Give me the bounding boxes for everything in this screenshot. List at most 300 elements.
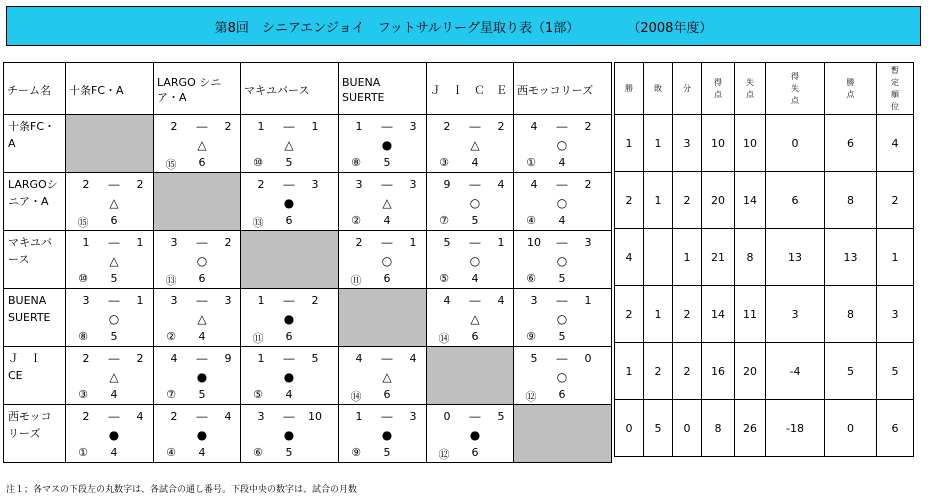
match-cell-content [339,405,426,462]
match-cell [154,405,241,463]
match-month: 5 [383,446,391,459]
match-number: ⑧ [351,156,361,169]
stats-value: 3 [673,115,702,172]
match-number: ⑫ [438,448,450,461]
score-dash: ― [283,352,295,365]
self-match-blank [427,347,514,405]
score-right: 10 [308,410,322,423]
score-left: 9 [443,178,451,191]
match-number: ① [526,156,536,169]
result-mark: ○ [196,254,208,268]
match-cell [66,289,154,347]
match-cell [241,347,339,405]
stats-header-cell [735,63,766,115]
score-right: 4 [497,178,505,191]
match-cell [154,289,241,347]
match-cell-content [339,231,426,288]
match-cell [514,173,612,231]
score-right: 3 [409,120,417,133]
score-dash: ― [381,236,393,249]
score-right: 2 [224,236,232,249]
score-left: 3 [170,236,178,249]
match-cell-content [427,115,513,172]
match-cell-content [66,231,153,288]
match-number: ⑭ [438,332,450,345]
score-right: 4 [409,352,417,365]
self-match-blank [339,289,427,347]
self-match-blank [514,405,612,463]
score-dash: ― [108,236,120,249]
score-left: 2 [170,120,178,133]
match-month: 5 [198,388,206,401]
stats-header-cell [877,63,914,115]
opponent-header: マキユバース [241,63,339,115]
score-right: 1 [311,120,319,133]
stats-value: 1 [673,229,702,286]
stats-header-cell [644,63,673,115]
match-cell [339,405,427,463]
match-cell [514,115,612,173]
score-right: 3 [409,178,417,191]
stats-value: 8 [735,229,766,286]
match-cell [241,289,339,347]
stats-table-body [615,63,914,457]
match-cell-content [514,173,611,230]
stats-value: 5 [877,343,914,400]
team-row [4,173,612,231]
score-dash: ― [469,236,481,249]
match-cell-content [514,115,611,172]
stats-value: 21 [702,229,735,286]
match-cell [339,115,427,173]
match-cell [154,231,241,289]
match-number: ② [166,330,176,343]
match-number: ⑪ [350,274,362,287]
match-month: 5 [558,330,566,343]
stats-value: 5 [825,343,877,400]
score-left: 1 [355,410,363,423]
result-mark: ○ [556,196,568,210]
score-left: 10 [527,236,541,249]
stats-value: 6 [877,400,914,457]
stats-value: 16 [702,343,735,400]
stats-value: 1 [615,115,644,172]
match-month: 4 [558,214,566,227]
stats-value: -18 [766,400,825,457]
stats-value: 1 [644,172,673,229]
result-mark: △ [109,370,119,384]
score-dash: ― [381,410,393,423]
match-cell-content [66,405,153,462]
match-number: ⑩ [253,156,263,169]
stats-value: -4 [766,343,825,400]
score-dash: ― [556,352,568,365]
score-right: 0 [584,352,592,365]
match-cell-content [66,173,153,230]
match-number: ⑥ [526,272,536,285]
stats-header-label: 勝点 [846,77,855,99]
score-dash: ― [556,294,568,307]
score-left: 2 [82,410,90,423]
match-number: ⑥ [253,446,263,459]
result-mark: △ [109,254,119,268]
match-cell [154,347,241,405]
stats-value: 10 [702,115,735,172]
score-dash: ― [196,352,208,365]
score-right: 3 [311,178,319,191]
stats-value: 13 [766,229,825,286]
score-right: 4 [136,410,144,423]
result-mark: ● [381,428,393,442]
match-cell-content [154,347,240,404]
header-row [4,63,612,115]
score-left: 2 [82,352,90,365]
match-cell [154,115,241,173]
score-right: 2 [136,352,144,365]
team-name-header: チーム名 [4,63,66,115]
score-dash: ― [108,178,120,191]
stats-row [615,115,914,172]
match-month: 5 [471,214,479,227]
result-mark: △ [470,312,480,326]
score-dash: ― [556,178,568,191]
match-number: ③ [78,388,88,401]
match-cell [241,173,339,231]
match-cell [514,231,612,289]
match-month: 6 [471,330,479,343]
match-cell [339,347,427,405]
match-cell-content [66,347,153,404]
match-month: 6 [285,330,293,343]
match-cell [66,231,154,289]
self-match-blank [66,115,154,173]
stats-header-label: 失点 [746,77,754,99]
score-left: 5 [530,352,538,365]
match-number: ⑭ [350,390,362,403]
score-right: 2 [136,178,144,191]
score-right: 4 [497,294,505,307]
match-number: ⑩ [78,272,88,285]
match-cell [514,347,612,405]
stats-value [644,229,673,286]
score-left: 4 [355,352,363,365]
stats-value: 6 [766,172,825,229]
match-cell-content [154,115,240,172]
match-number: ① [78,446,88,459]
stats-value: 11 [735,286,766,343]
stats-value: 0 [673,400,702,457]
stats-header-cell [673,63,702,115]
match-cell-content [154,405,240,462]
result-mark: △ [470,138,480,152]
score-right: 9 [224,352,232,365]
stats-table [614,62,914,457]
result-mark: △ [197,312,207,326]
score-dash: ― [283,294,295,307]
score-dash: ― [381,178,393,191]
match-cell-content [514,347,611,404]
match-cell-content [241,347,338,404]
score-left: 3 [82,294,90,307]
team-row [4,405,612,463]
score-right: 2 [311,294,319,307]
score-left: 2 [443,120,451,133]
stats-value: 3 [877,286,914,343]
match-month: 6 [471,446,479,459]
stats-value: 8 [825,172,877,229]
stats-value: 0 [615,400,644,457]
score-right: 3 [224,294,232,307]
match-cell-content [427,289,513,346]
stats-header-cell [615,63,644,115]
row-team-name: マキユバース [4,231,66,289]
stats-value: 4 [615,229,644,286]
match-cell-content [241,405,338,462]
match-cell-content [339,173,426,230]
match-month: 6 [285,214,293,227]
result-mark: ○ [556,254,568,268]
score-left: 1 [257,294,265,307]
match-month: 4 [558,156,566,169]
match-cell-content [339,115,426,172]
score-dash: ― [469,294,481,307]
match-cell [66,405,154,463]
match-cell-content [427,405,513,462]
score-left: 2 [82,178,90,191]
result-mark: ● [283,312,295,326]
score-dash: ― [196,410,208,423]
match-number: ⑫ [525,390,537,403]
stats-header-cell [825,63,877,115]
match-cell [339,231,427,289]
match-month: 6 [110,214,118,227]
match-month: 4 [383,214,391,227]
match-month: 4 [110,388,118,401]
stats-value: 4 [877,115,914,172]
stats-value: 13 [825,229,877,286]
match-month: 6 [383,388,391,401]
match-month: 5 [383,156,391,169]
self-match-blank [241,231,339,289]
score-left: 4 [530,120,538,133]
match-cell [66,347,154,405]
stats-value: 1 [644,115,673,172]
match-month: 4 [471,156,479,169]
score-right: 1 [136,236,144,249]
match-cell-content [514,289,611,346]
row-team-name: Ｊ Ｉ CE [4,347,66,405]
stats-value: 0 [825,400,877,457]
stats-value: 2 [673,286,702,343]
stats-value: 3 [766,286,825,343]
result-mark: △ [197,138,207,152]
match-month: 4 [198,446,206,459]
score-right: 3 [584,236,592,249]
stats-value: 1 [877,229,914,286]
score-dash: ― [196,120,208,133]
match-cell-content [339,347,426,404]
score-dash: ― [108,410,120,423]
match-month: 5 [110,330,118,343]
stats-header-label: 勝 [625,83,633,93]
match-cell [427,405,514,463]
score-left: 4 [530,178,538,191]
result-mark: ○ [381,254,393,268]
match-number: ⑬ [252,216,264,229]
score-left: 1 [257,352,265,365]
match-number: ⑪ [252,332,264,345]
match-number: ⑮ [77,216,89,229]
stats-value: 0 [766,115,825,172]
score-right: 2 [497,120,505,133]
season-year: （2008年度） [627,20,713,36]
score-left: 5 [443,236,451,249]
stats-row [615,286,914,343]
match-number: ⑧ [78,330,88,343]
match-cell-content [241,115,338,172]
match-cell-content [241,289,338,346]
match-cell-content [427,231,513,288]
score-left: 3 [170,294,178,307]
score-dash: ― [556,236,568,249]
score-dash: ― [381,352,393,365]
stats-header-label: 得失点 [791,71,799,105]
match-cell-content [427,173,513,230]
opponent-header: Ｊ Ｉ Ｃ Ｅ [427,63,514,115]
match-month: 6 [198,156,206,169]
stats-value: 1 [644,286,673,343]
stats-row [615,400,914,457]
result-mark: ○ [556,138,568,152]
stats-value: 20 [735,343,766,400]
score-left: 2 [257,178,265,191]
score-right: 3 [409,410,417,423]
stats-value: 2 [877,172,914,229]
score-left: 4 [443,294,451,307]
score-left: 2 [355,236,363,249]
score-right: 1 [497,236,505,249]
row-team-name: BUENA SUERTE [4,289,66,347]
stats-header-label: 敗 [654,83,662,93]
result-mark: ● [108,428,120,442]
score-right: 2 [584,178,592,191]
score-dash: ― [469,178,481,191]
stats-value: 2 [615,172,644,229]
stats-value: 20 [702,172,735,229]
score-dash: ― [108,294,120,307]
score-left: 3 [530,294,538,307]
result-mark: ○ [469,196,481,210]
stats-header-label: 暫定順位 [891,65,899,111]
score-dash: ― [196,294,208,307]
stats-value: 2 [673,172,702,229]
match-month: 5 [558,272,566,285]
score-left: 0 [443,410,451,423]
stats-value: 8 [825,286,877,343]
score-dash: ― [283,410,295,423]
match-month: 5 [285,446,293,459]
stats-value: 10 [735,115,766,172]
row-team-name: 西モッコリーズ [4,405,66,463]
stats-header-label: 分 [683,83,691,93]
match-cell [427,289,514,347]
match-number: ⑨ [351,446,361,459]
match-month: 6 [558,388,566,401]
match-month: 6 [198,272,206,285]
opponent-header: BUENA SUERTE [339,63,427,115]
stats-header-cell [766,63,825,115]
page-title: 第8回 シニアエンジョイ フットサルリーグ星取り表（1部） [214,20,580,36]
team-row [4,289,612,347]
result-mark: △ [382,196,392,210]
result-mark: ○ [556,312,568,326]
score-right: 1 [584,294,592,307]
match-cell [427,173,514,231]
match-table-body [4,63,612,463]
match-month: 6 [383,272,391,285]
result-mark: ○ [108,312,120,326]
match-cell-content [66,289,153,346]
stats-header-row [615,63,914,115]
team-row [4,231,612,289]
score-right: 5 [311,352,319,365]
score-dash: ― [283,178,295,191]
match-number: ⑨ [526,330,536,343]
opponent-header: 十条FC・A [66,63,154,115]
match-month: 4 [110,446,118,459]
match-cell [339,173,427,231]
score-right: 1 [409,236,417,249]
match-table [3,62,612,463]
match-number: ⑤ [439,272,449,285]
match-cell-content [154,289,240,346]
result-mark: ● [196,428,208,442]
stats-value: 2 [615,286,644,343]
score-dash: ― [381,120,393,133]
match-month: 4 [285,388,293,401]
team-row [4,115,612,173]
match-cell [241,115,339,173]
footnote: 注１；各マスの下段左の丸数字は、各試合の通し番号。下段中央の数字は、試合の月数 [6,485,358,495]
stats-value: 14 [735,172,766,229]
title-bar [6,6,921,46]
result-mark: ● [381,138,393,152]
result-mark: △ [284,138,294,152]
score-right: 4 [224,410,232,423]
match-number: ⑮ [165,158,177,171]
self-match-blank [154,173,241,231]
match-cell [427,231,514,289]
stats-value: 26 [735,400,766,457]
stats-value: 6 [825,115,877,172]
result-mark: ○ [556,370,568,384]
result-mark: ○ [469,254,481,268]
match-number: ② [351,214,361,227]
match-cell-content [154,231,240,288]
stats-row [615,343,914,400]
stats-header-label: 得点 [714,77,722,99]
score-left: 3 [355,178,363,191]
match-number: ④ [166,446,176,459]
match-month: 5 [110,272,118,285]
match-cell [66,173,154,231]
opponent-header: LARGO シニア・A [154,63,241,115]
match-month: 4 [471,272,479,285]
opponent-header: 西モッコリーズ [514,63,612,115]
team-row [4,347,612,405]
match-month: 5 [285,156,293,169]
stats-row [615,229,914,286]
